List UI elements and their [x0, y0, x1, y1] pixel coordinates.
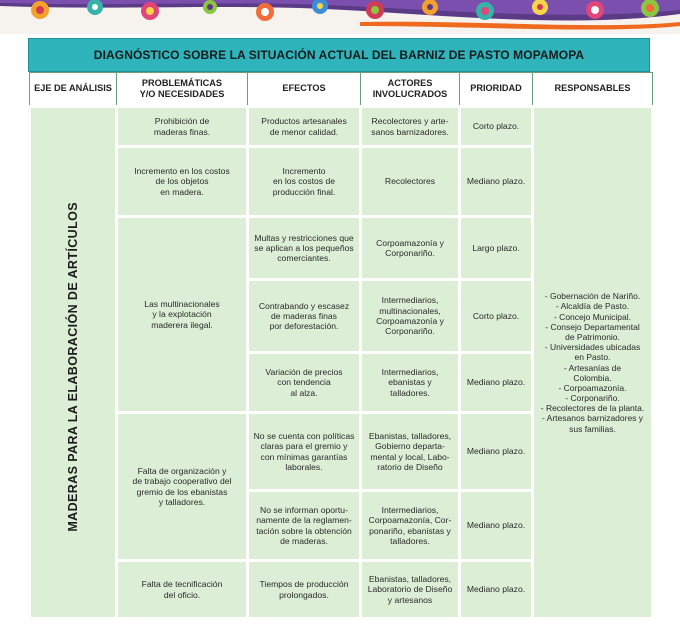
problem-cell: Incremento en los costos de los objetos en madera.: [117, 147, 248, 217]
axis-cell: [30, 107, 117, 619]
actors-cell: Intermediarios, ebanistas y talladores.: [361, 353, 460, 413]
actors-cell: Corpoamazonía y Corponariño.: [361, 217, 460, 280]
header-row: [30, 73, 653, 107]
problem-cell: Las multinacionales y la explotación maderera ilegal.: [117, 217, 248, 413]
actors-cell: Intermediarios, multinacionales, Corpoamazonía y Corponariño.: [361, 280, 460, 353]
axis-label: MADERAS PARA LA ELABORACIÓN DE ARTÍCULOS: [65, 201, 80, 532]
actors-cell: Ebanistas, talladores, Gobierno departa- mental y local, Labo- ratorio de Diseño: [361, 413, 460, 491]
effect-cell: Productos artesanales de menor calidad.: [248, 107, 361, 147]
problem-cell: Falta de tecnificación del oficio.: [117, 561, 248, 619]
header-eje: EJE DE ANÁLISIS: [30, 73, 117, 107]
header-prioridad: PRIORIDAD: [460, 73, 533, 107]
priority-cell: Corto plazo.: [460, 107, 533, 147]
effect-cell: Multas y restricciones que se aplican a los pequeños comerciantes.: [248, 217, 361, 280]
actors-cell: Intermediarios, Corpoamazonía, Cor- ponariño, ebanistas y talladores.: [361, 491, 460, 561]
table-row: [30, 107, 653, 147]
decorative-floral-banner: [0, 0, 680, 34]
diagnostic-table: [28, 72, 654, 620]
priority-cell: Mediano plazo.: [460, 491, 533, 561]
actors-cell: Recolectores: [361, 147, 460, 217]
effect-cell: No se informan oportu- namente de la reglamen- tación sobre la obtención de maderas.: [248, 491, 361, 561]
problem-cell: Falta de organización y de trabajo cooperativo del gremio de los ebanistas y talladores.: [117, 413, 248, 561]
priority-cell: Largo plazo.: [460, 217, 533, 280]
actors-cell: Recolectores y arte- sanos barnizadores.: [361, 107, 460, 147]
effect-cell: Contrabando y escasez de maderas finas por deforestación.: [248, 280, 361, 353]
priority-cell: Corto plazo.: [460, 280, 533, 353]
header-efectos: EFECTOS: [248, 73, 361, 107]
priority-cell: Mediano plazo.: [460, 561, 533, 619]
header-responsables: RESPONSABLES: [533, 73, 653, 107]
effect-cell: Tiempos de producción prolongados.: [248, 561, 361, 619]
responsables-cell: - Gobernación de Nariño. - Alcaldía de Pasto. - Concejo Municipal. - Consejo Departamental de Patrimonio. - Universidades ubicadas en Pasto. - Artesanías de Colombia. - Corpoamazonía. - Corponariño. - Recolectores de la planta. - Artesanos barnizadores y sus familias.: [533, 107, 653, 619]
header-problematicas: PROBLEMÁTICAS Y/O NECESIDADES: [117, 73, 248, 107]
priority-cell: Mediano plazo.: [460, 413, 533, 491]
effect-cell: Variación de precios con tendencia al alza.: [248, 353, 361, 413]
actors-cell: Ebanistas, talladores, Laboratorio de Diseño y artesanos: [361, 561, 460, 619]
table-title: DIAGNÓSTICO SOBRE LA SITUACIÓN ACTUAL DEL BARNIZ DE PASTO MOPAMOPA: [28, 38, 650, 72]
priority-cell: Mediano plazo.: [460, 147, 533, 217]
header-actores: ACTORES INVOLUCRADOS: [361, 73, 460, 107]
priority-cell: Mediano plazo.: [460, 353, 533, 413]
effect-cell: No se cuenta con políticas claras para el gremio y con mínimas garantías laborales.: [248, 413, 361, 491]
problem-cell: Prohibición de maderas finas.: [117, 107, 248, 147]
effect-cell: Incremento en los costos de producción final.: [248, 147, 361, 217]
